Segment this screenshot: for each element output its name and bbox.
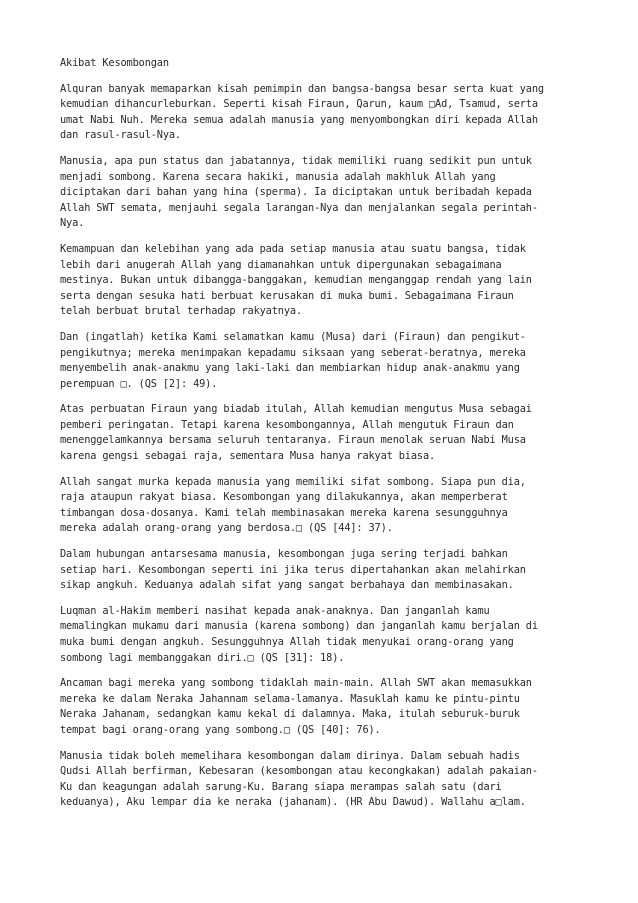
text-line: Manusia tidak boleh memelihara kesombongan dalam dirinya. Dalam sebuah hadis <box>60 749 520 762</box>
text-line: Manusia, apa pun status dan jabatannya, tidak memiliki ruang sedikit pun untuk <box>60 154 532 167</box>
document-body <box>60 56 590 821</box>
paragraph <box>60 330 590 392</box>
text-line: tempat bagi orang-orang yang sombong.□ (QS [40]: 76). <box>60 723 381 736</box>
text-line: serta dengan sesuka hati berbuat kerusakan di muka bumi. Sebagaimana Firaun <box>60 289 514 302</box>
text-line: diciptakan dari bahan yang hina (sperma). Ia diciptakan untuk beribadah kepada <box>60 186 532 199</box>
document-title: Akibat Kesombongan <box>60 57 169 69</box>
text-line: Atas perbuatan Firaun yang biadab itulah, Allah kemudian mengutus Musa sebagai <box>60 403 532 416</box>
text-line: perempuan □. (QS [2]: 49). <box>60 377 218 390</box>
paragraph <box>60 676 590 738</box>
text-line: umat Nabi Nuh. Mereka semua adalah manusia yang menyombongkan diri kepada Allah <box>60 113 538 126</box>
text-line: sikap angkuh. Keduanya adalah sifat yang sangat berbahaya dan membinasakan. <box>60 579 514 592</box>
text-line: Dan (ingatlah) ketika Kami selamatkan kamu (Musa) dari (Firaun) dan pengikut- <box>60 330 526 343</box>
paragraph <box>60 402 590 464</box>
paragraph <box>60 749 590 811</box>
text-line: Qudsi Allah berfirman, Kebesaran (kesombongan atau kecongkakan) adalah pakaian- <box>60 765 538 778</box>
text-line: timbangan dosa-dosanya. Kami telah membinasakan mereka karena sesungguhnya <box>60 506 508 519</box>
text-line: mereka ke dalam Neraka Jahannam selama-lamanya. Masuklah kamu ke pintu-pintu <box>60 692 520 705</box>
paragraph <box>60 82 590 144</box>
text-line: Dalam hubungan antarsesama manusia, kesombongan juga sering terjadi bahkan <box>60 548 508 561</box>
text-line: Kemampuan dan kelebihan yang ada pada setiap manusia atau suatu bangsa, tidak <box>60 242 526 255</box>
text-line: Luqman al-Hakim memberi nasihat kepada anak-anaknya. Dan janganlah kamu <box>60 604 490 617</box>
text-line: Nya. <box>60 217 85 230</box>
text-line: Alquran banyak memaparkan kisah pemimpin dan bangsa-bangsa besar serta kuat yang <box>60 82 544 95</box>
text-line: setiap hari. Kesombongan seperti ini jika terus dipertahankan akan melahirkan <box>60 563 526 576</box>
text-line: lebih dari anugerah Allah yang diamanahkan untuk dipergunakan sebagaimana <box>60 258 502 271</box>
text-line: Ku dan keagungan adalah sarung-Ku. Barang siapa merampas salah satu (dari <box>60 780 502 793</box>
paragraph <box>60 547 590 594</box>
text-line: menjadi sombong. Karena secara hakiki, manusia adalah makhluk Allah yang <box>60 170 496 183</box>
text-line: Allah SWT semata, menjauhi segala larangan-Nya dan menjalankan segala perintah- <box>60 201 538 214</box>
text-line: karena gengsi sebagai raja, sementara Musa hanya rakyat biasa. <box>60 450 436 463</box>
text-line: sombong lagi membanggakan diri.□ (QS [31]: 18). <box>60 651 345 664</box>
text-line: pengikutnya; mereka menimpakan kepadamu siksaan yang seberat-beratnya, mereka <box>60 346 526 359</box>
text-line: menenggelamkannya bersama seluruh tentaranya. Firaun menolak seruan Nabi Musa <box>60 434 526 447</box>
paragraph <box>60 154 590 232</box>
text-line: mestinya. Bukan untuk dibangga-banggakan, kemudian menganggap rendah yang lain <box>60 274 532 287</box>
paragraph <box>60 475 590 537</box>
text-line: dan rasul-rasul-Nya. <box>60 129 181 142</box>
text-line: menyembelih anak-anakmu yang laki-laki dan membiarkan hidup anak-anakmu yang <box>60 362 520 375</box>
text-line: kemudian dihancurleburkan. Seperti kisah Firaun, Qarun, kaum □Ad, Tsamud, serta <box>60 98 538 111</box>
text-line: muka bumi dengan angkuh. Sesungguhnya Allah tidak menyukai orang-orang yang <box>60 636 514 648</box>
text-line: telah berbuat brutal terhadap rakyatnya. <box>60 305 302 318</box>
text-line: Allah sangat murka kepada manusia yang memiliki sifat sombong. Siapa pun dia, <box>60 475 526 488</box>
text-line: memalingkan mukamu dari manusia (karena sombong) dan janganlah kamu berjalan di <box>60 620 538 633</box>
text-line: Ancaman bagi mereka yang sombong tidaklah main-main. Allah SWT akan memasukkan <box>60 677 532 690</box>
text-line: Neraka Jahanam, sedangkan kamu kekal di dalamnya. Maka, itulah seburuk-buruk <box>60 708 520 721</box>
paragraph <box>60 604 590 666</box>
text-line: pemberi peringatan. Tetapi karena kesombongannya, Allah mengutuk Firaun dan <box>60 418 514 431</box>
text-line: mereka adalah orang-orang yang berdosa.□ (QS [44]: 37). <box>60 522 393 535</box>
text-line: raja ataupun rakyat biasa. Kesombongan yang dilakukannya, akan memperberat <box>60 491 508 504</box>
text-line: keduanya), Aku lempar dia ke neraka (jahanam). (HR Abu Dawud). Wallahu a□lam. <box>60 796 526 809</box>
paragraph <box>60 242 590 320</box>
paragraph-list <box>60 82 590 811</box>
